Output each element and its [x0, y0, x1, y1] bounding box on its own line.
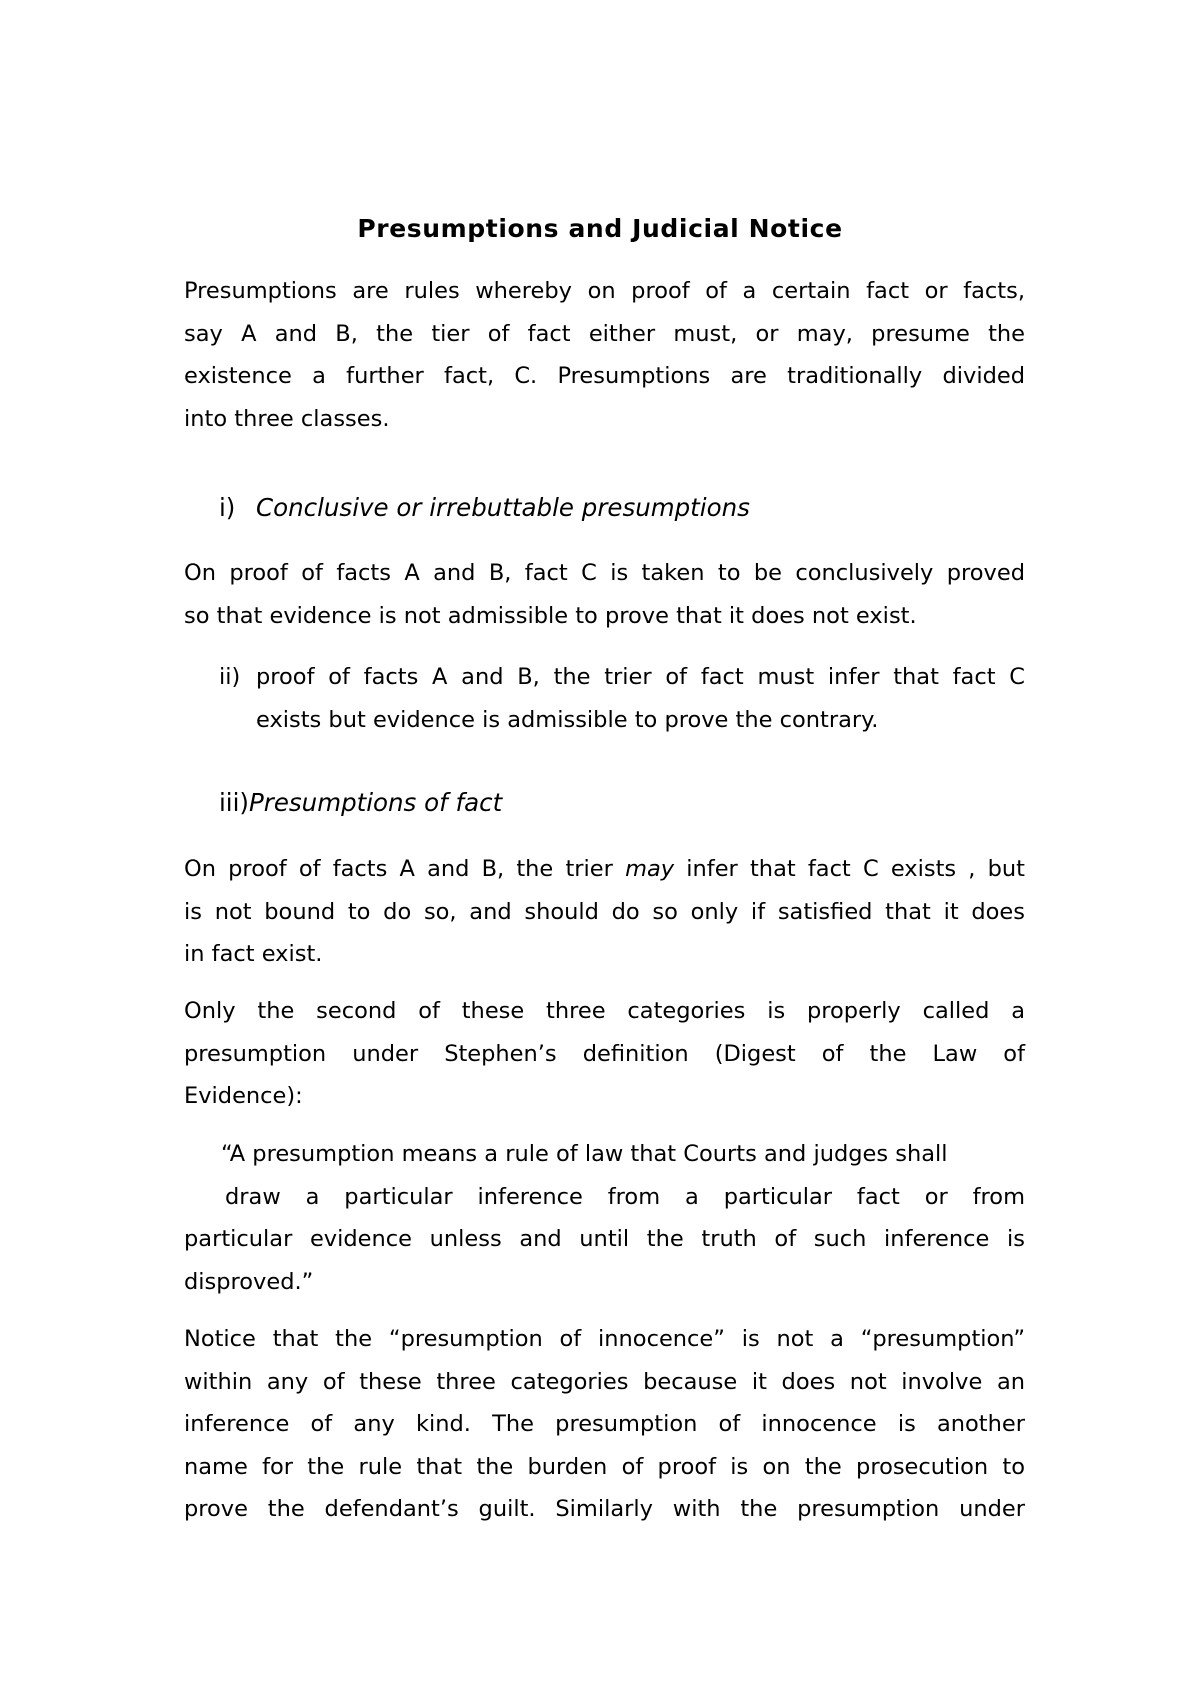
text-line: existence a further fact, C. Presumptions are traditionally divided: [184, 363, 1025, 389]
text-line: Presumptions are rules whereby on proof of a certain fact or facts,: [184, 278, 1025, 304]
paragraph-conclusive: [184, 552, 1025, 637]
intro-paragraph: [184, 270, 1025, 440]
text-line: disproved.”: [184, 1268, 314, 1295]
section-heading-i: [219, 488, 750, 528]
text-line: proof of facts A and B, the trier of fact must infer that fact C: [256, 664, 1025, 690]
text-line: in fact exist.: [184, 941, 323, 967]
text-line: Only the second of these three categories is properly called a: [184, 998, 1025, 1024]
paragraph-stephen-definition: [184, 990, 1025, 1118]
section-heading-iii: [219, 783, 502, 823]
list-number: i): [219, 493, 236, 522]
list-number: iii): [219, 788, 249, 817]
section-heading-text: Conclusive or irrebuttable presumptions: [256, 493, 750, 522]
text-line: say A and B, the tier of fact either must, or may, presume the: [184, 320, 1025, 347]
text-span: On proof of facts A and B, the trier: [184, 856, 626, 882]
text-line: so that evidence is not admissible to prove that it does not exist.: [184, 602, 917, 629]
list-item-body: [256, 656, 1025, 741]
page-title: Presumptions and Judicial Notice: [357, 214, 843, 243]
text-line: is not bound to do so, and should do so only if satisfied that it does: [184, 898, 1025, 925]
text-line: “A presumption means a rule of law that Courts and judges shall: [221, 1141, 948, 1167]
text-span: infer that fact C exists , but: [674, 856, 1025, 882]
text-line: prove the defendant’s guilt. Similarly with the presumption under: [184, 1496, 1025, 1522]
text-line: draw a particular inference from a particular fact or from: [225, 1183, 1025, 1210]
text-line: Notice that the “presumption of innocence” is not a “presumption”: [184, 1326, 1025, 1352]
text-line: within any of these three categories because it does not involve an: [184, 1368, 1025, 1395]
text-line: presumption under Stephen’s definition (Digest of the Law of: [184, 1040, 1025, 1067]
text-line: name for the rule that the burden of proof is on the prosecution to: [184, 1453, 1025, 1480]
text-line: Evidence):: [184, 1083, 303, 1109]
text-line: inference of any kind. The presumption of innocence is another: [184, 1411, 1025, 1437]
text-line: into three classes.: [184, 405, 390, 432]
paragraph-presumptions-of-fact: [184, 848, 1025, 976]
text-line: particular evidence unless and until the truth of such inference is: [184, 1226, 1025, 1252]
section-heading-text: Presumptions of fact: [248, 788, 503, 817]
quotation: [184, 1133, 1025, 1303]
text-line: exists but evidence is admissible to prove the contrary.: [256, 706, 879, 733]
list-number: ii): [219, 664, 241, 690]
emphasis-text: may: [625, 856, 675, 882]
paragraph-presumption-of-innocence: [184, 1318, 1025, 1531]
text-line: On proof of facts A and B, fact C is taken to be conclusively proved: [184, 560, 1025, 586]
text-line: [184, 848, 1025, 891]
